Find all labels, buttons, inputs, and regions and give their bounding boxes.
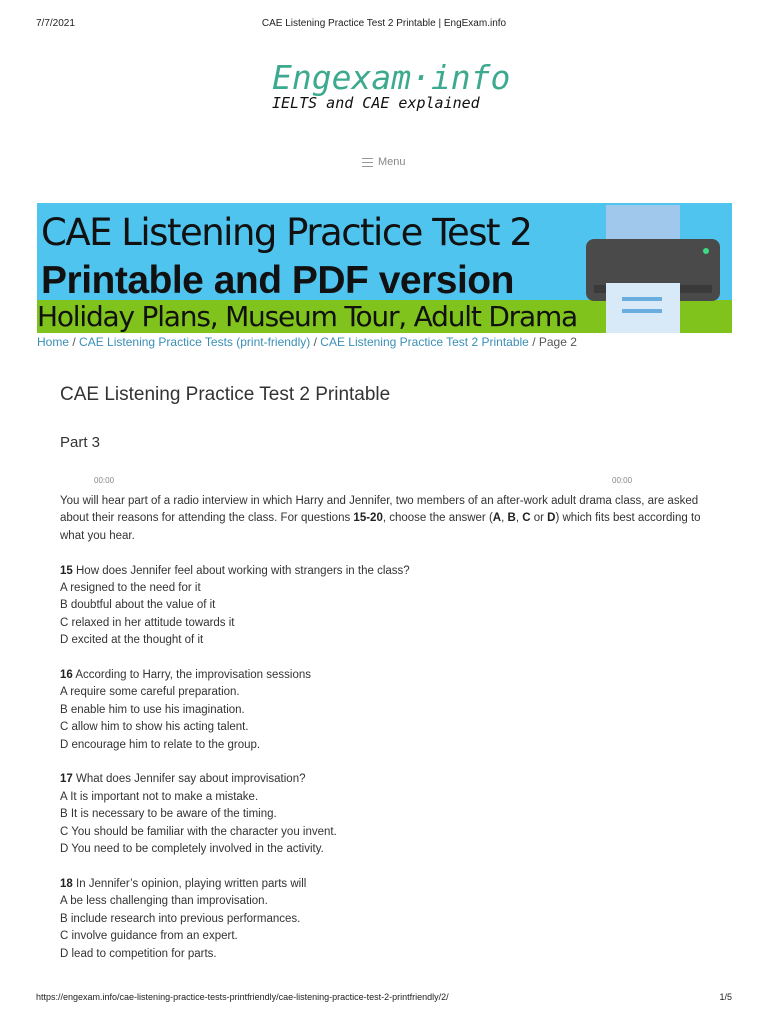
question-number: 16 — [60, 669, 73, 682]
answer-option: B enable him to use his imagination. — [60, 703, 245, 716]
instructions-text: or — [530, 512, 548, 525]
answer-option: A be less challenging than improvisation. — [60, 895, 268, 908]
hamburger-icon — [362, 158, 373, 167]
part-title: Part 3 — [60, 434, 101, 451]
audio-current-time: 00:00 — [94, 476, 115, 485]
answer-option: A require some careful preparation. — [60, 686, 240, 699]
question-text: What does Jennifer say about improvisation? — [76, 773, 306, 786]
breadcrumb-separator: / — [72, 335, 76, 349]
question-text: In Jennifer’s opinion, playing written parts will — [76, 877, 307, 890]
breadcrumb-separator: / — [313, 335, 317, 349]
breadcrumb-separator: / — [532, 335, 536, 349]
answer-option: D encourage him to relate to the group. — [60, 738, 261, 751]
question-text: How does Jennifer feel about working with strangers in the class? — [76, 564, 410, 577]
audio-duration: 00:00 — [612, 476, 633, 485]
menu-label: Menu — [378, 156, 406, 168]
main-content — [60, 493, 708, 980]
question-15 — [60, 563, 708, 650]
instructions-text: , — [515, 512, 523, 525]
answer-option: C allow him to show his acting talent. — [60, 721, 249, 734]
answer-option: B It is necessary to be aware of the timing. — [60, 808, 277, 821]
answer-option: D You need to be completely involved in the activity. — [60, 843, 324, 856]
instructions-text: ) which fits best according to what you hear. — [60, 512, 701, 542]
instructions-text: , — [501, 512, 508, 525]
breadcrumb-current: Page 2 — [538, 335, 577, 349]
print-date: 7/7/2021 — [36, 18, 75, 29]
answer-option: C You should be familiar with the character you invent. — [60, 825, 337, 838]
question-number: 17 — [60, 773, 73, 786]
breadcrumb-home[interactable]: Home — [37, 335, 70, 349]
banner-title: CAE Listening Practice Test 2 — [41, 211, 532, 254]
answer-option: D lead to competition for parts. — [60, 947, 217, 960]
option-letter: C — [522, 512, 531, 525]
banner-subtitle: Printable and PDF version — [41, 259, 514, 302]
question-number: 18 — [60, 877, 73, 890]
page-title: CAE Listening Practice Test 2 Printable — [60, 384, 391, 405]
option-letter: D — [547, 512, 556, 525]
answer-option: B doubtful about the value of it — [60, 599, 216, 612]
hero-banner — [37, 203, 732, 333]
answer-option: A resigned to the need for it — [60, 582, 201, 595]
logo-wordmark: Engexam·info — [272, 58, 511, 97]
breadcrumb — [37, 335, 577, 349]
question-16 — [60, 667, 708, 754]
menu-toggle[interactable] — [362, 154, 406, 170]
banner-topics: Holiday Plans, Museum Tour, Adult Drama — [37, 300, 577, 333]
audio-player[interactable] — [60, 472, 708, 488]
answer-option: A It is important not to make a mistake. — [60, 790, 259, 803]
question-number: 15 — [60, 564, 73, 577]
logo-tagline: IELTS and CAE explained — [272, 94, 480, 112]
answer-option: D excited at the thought of it — [60, 634, 204, 647]
question-17 — [60, 771, 708, 858]
option-letter: A — [492, 512, 502, 525]
option-letter: B — [507, 512, 516, 525]
instructions-text: , choose the answer ( — [382, 512, 493, 525]
question-text: According to Harry, the improvisation sessions — [75, 669, 311, 682]
print-page-number: 1/5 — [719, 992, 732, 1002]
print-header — [0, 0, 768, 40]
site-logo[interactable] — [0, 58, 768, 118]
printer-icon — [582, 203, 732, 333]
breadcrumb-tests[interactable]: CAE Listening Practice Tests (print-friendly) — [79, 335, 311, 349]
print-page-title: CAE Listening Practice Test 2 Printable | EngExam.info — [261, 18, 507, 29]
answer-option: C relaxed in her attitude towards it — [60, 616, 235, 629]
instructions — [60, 493, 708, 545]
question-18 — [60, 876, 708, 963]
instructions-text: You will hear part of a radio interview in which Harry and Jennifer, two members of an after-work adult drama class, are asked about their reasons for attending the class. For questions — [60, 495, 699, 525]
print-url: https://engexam.info/cae-listening-practice-tests-printfriendly/cae-listening-practice-test-2-printfriendly/2/ — [36, 992, 449, 1002]
answer-option: C involve guidance from an expert. — [60, 930, 238, 943]
breadcrumb-test2[interactable]: CAE Listening Practice Test 2 Printable — [320, 335, 529, 349]
answer-option: B include research into previous performances. — [60, 912, 301, 925]
question-range: 15-20 — [353, 512, 383, 525]
